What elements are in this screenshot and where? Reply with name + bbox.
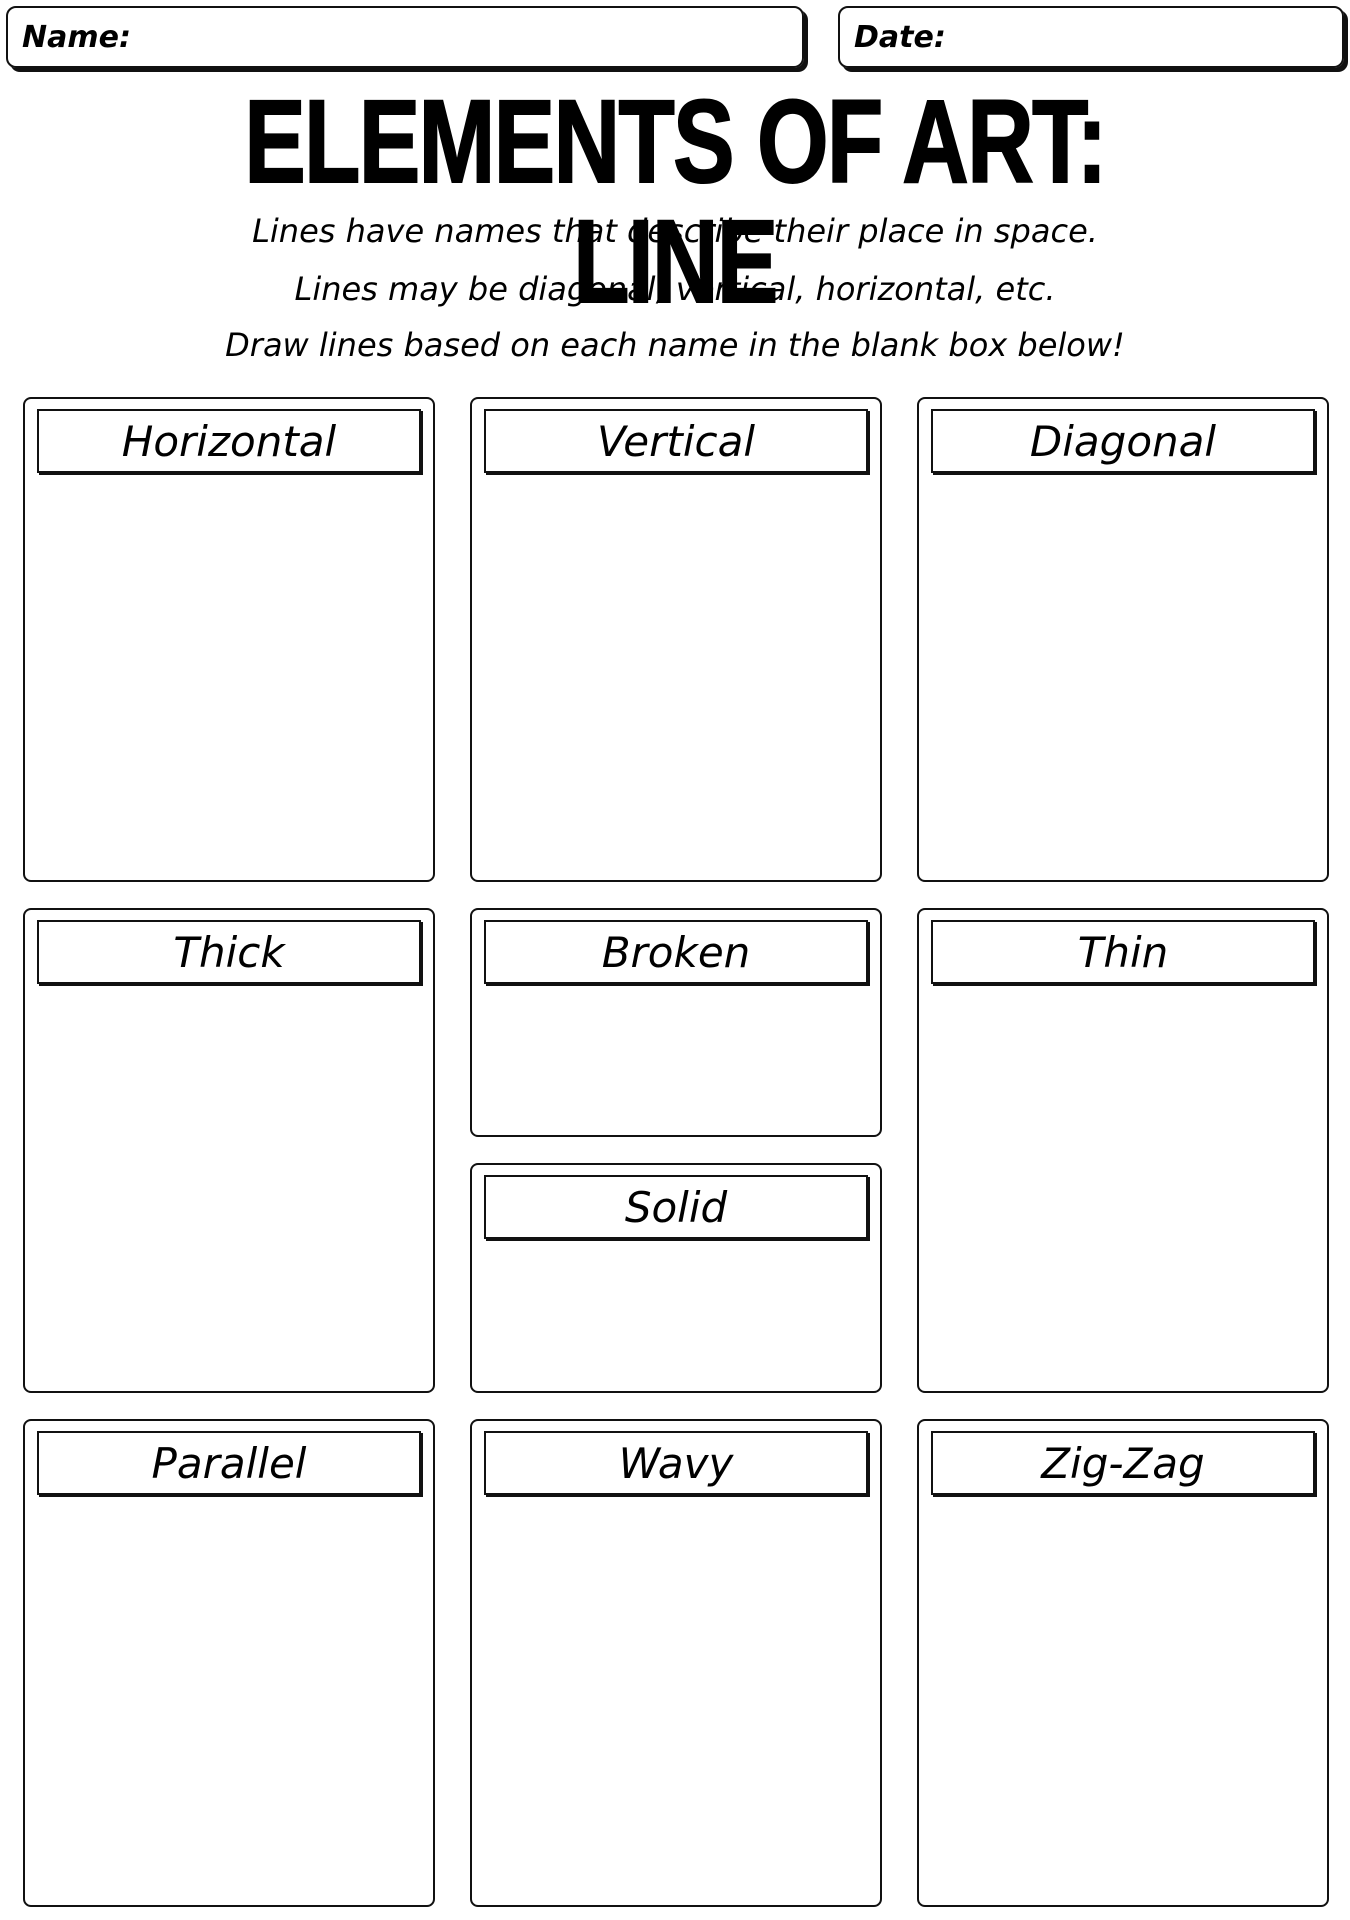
intro-line-3: Draw lines based on each name in the blank box below! bbox=[225, 326, 1125, 364]
drawing-box-horizontal[interactable] bbox=[23, 397, 435, 882]
drawing-box-wavy[interactable] bbox=[470, 1419, 882, 1907]
drawing-box-zigzag[interactable] bbox=[917, 1419, 1329, 1907]
drawing-box-vertical[interactable] bbox=[470, 397, 882, 882]
box-label-horizontal: Horizontal bbox=[37, 409, 421, 473]
box-label-diagonal: Diagonal bbox=[931, 409, 1315, 473]
box-label-broken: Broken bbox=[484, 920, 868, 984]
drawing-box-broken[interactable] bbox=[470, 908, 882, 1137]
drawing-box-thick[interactable] bbox=[23, 908, 435, 1393]
name-field[interactable] bbox=[6, 6, 804, 68]
intro-line-1: Lines have names that describe their place in space. bbox=[252, 212, 1098, 250]
page-title: ELEMENTS OF ART: LINE bbox=[244, 76, 1106, 328]
box-label-solid: Solid bbox=[484, 1175, 868, 1239]
drawing-box-solid[interactable] bbox=[470, 1163, 882, 1393]
box-label-wavy: Wavy bbox=[484, 1431, 868, 1495]
box-label-zigzag: Zig-Zag bbox=[931, 1431, 1315, 1495]
date-label: Date: bbox=[854, 19, 946, 55]
drawing-box-thin[interactable] bbox=[917, 908, 1329, 1393]
intro-line-2: Lines may be diagonal, vertical, horizontal, etc. bbox=[294, 270, 1056, 308]
name-label: Name: bbox=[22, 19, 131, 55]
box-label-parallel: Parallel bbox=[37, 1431, 421, 1495]
drawing-box-parallel[interactable] bbox=[23, 1419, 435, 1907]
drawing-box-diagonal[interactable] bbox=[917, 397, 1329, 882]
box-label-thin: Thin bbox=[931, 920, 1315, 984]
date-field[interactable] bbox=[838, 6, 1344, 68]
box-label-vertical: Vertical bbox=[484, 409, 868, 473]
box-label-thick: Thick bbox=[37, 920, 421, 984]
